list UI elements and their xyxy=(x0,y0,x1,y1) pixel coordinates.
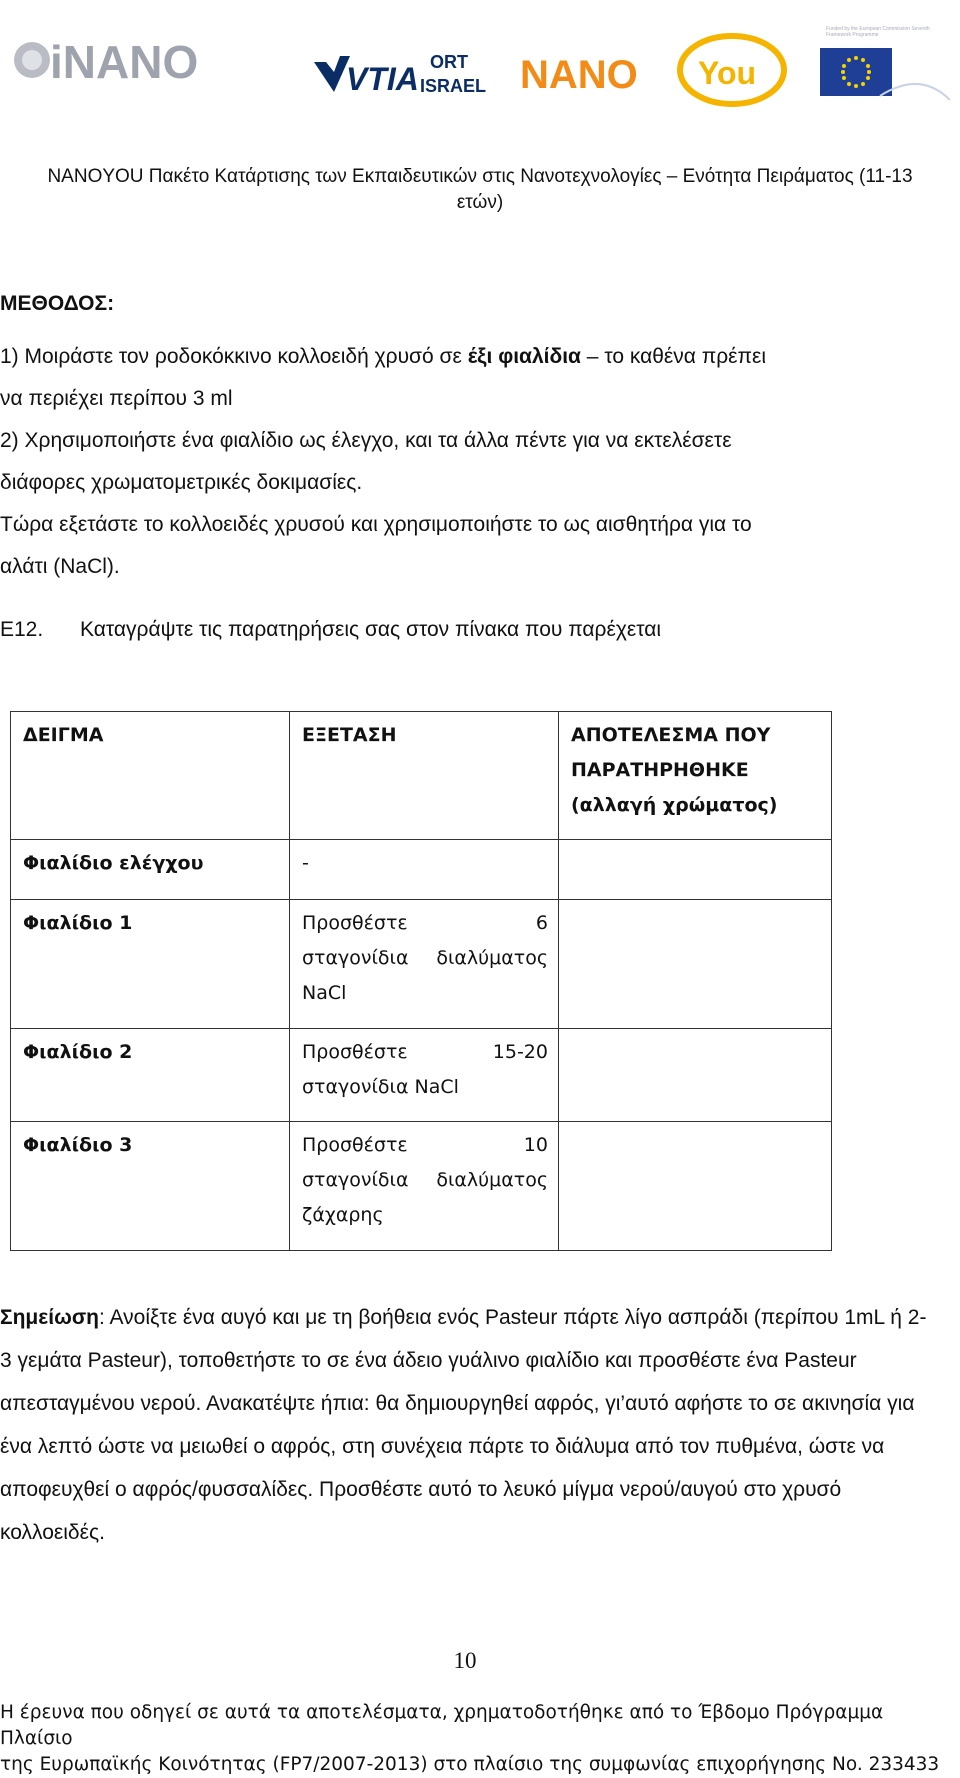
funding-footer xyxy=(0,1700,960,1778)
table-header-row xyxy=(11,712,832,840)
result-cell[interactable] xyxy=(559,1029,832,1122)
result-cell[interactable] xyxy=(559,840,832,900)
header-result-line-3: (αλλαγή χρώματος) xyxy=(571,794,778,816)
exercise-text: Καταγράψτε τις παρατηρήσεις σας στον πίνακα που παρέχεται xyxy=(80,618,662,641)
sample-cell: Φιαλίδιο 1 xyxy=(11,900,290,1029)
test-line-1: Προσθέστε 15-20 xyxy=(302,1041,548,1063)
method-step-1-line-2: να περιέχει περίπου 3 ml xyxy=(0,387,233,410)
document-header-line-2: ετών) xyxy=(456,192,504,213)
method-step-1-line-1 xyxy=(0,336,930,378)
ort-text: ORT xyxy=(430,52,468,72)
exercise-label: E12. xyxy=(0,618,44,641)
test-line-2: σταγονίδια διαλύματος xyxy=(302,1169,548,1191)
funding-line-2: της Ευρωπαϊκής Κοινότητας (FP7/2007-2013) στο πλαίσιο της συμφωνίας επιχορήγησης No. 233433 xyxy=(0,1754,940,1775)
header-sample: ΔΕΙΓΜΑ xyxy=(11,712,290,840)
test-line-2: σταγονίδια διαλύματος xyxy=(302,947,548,969)
header-result-line-1: ΑΠΟΤΕΛΕΣΜΑ ΠΟΥ xyxy=(571,724,771,746)
test-line-2: σταγονίδια NaCl xyxy=(302,1076,459,1098)
method-title: ΜΕΘΟΔΟΣ: xyxy=(0,292,115,315)
sample-cell: Φιαλίδιο ελέγχου xyxy=(11,840,290,900)
test-cell: - xyxy=(290,840,559,900)
step1-pre: 1) Μοιράστε τον ροδοκόκκινο κολλοειδή χρυσό σε xyxy=(0,345,468,368)
result-cell[interactable] xyxy=(559,1122,832,1251)
table-row xyxy=(11,840,832,900)
test-line-1: Προσθέστε 10 xyxy=(302,1134,548,1156)
header-result xyxy=(559,712,832,840)
method-step-2-line-2: διάφορες χρωματομετρικές δοκιμασίες. xyxy=(0,471,363,494)
funding-line-1: Η έρευνα που οδηγεί σε αυτά τα αποτελέσματα, χρηματοδοτήθηκε από το Έβδομο Πρόγραμμα Πλαίσιο xyxy=(0,1702,884,1749)
header-result-line-2: ΠΑΡΑΤΗΡΗΘΗΚΕ xyxy=(571,759,749,781)
note-paragraph xyxy=(0,1296,930,1554)
nanoyou-nano-text: NANO xyxy=(520,53,638,97)
result-cell[interactable] xyxy=(559,900,832,1029)
nanoyou-logo xyxy=(520,28,790,108)
header-test: ΕΞΕΤΑΣΗ xyxy=(290,712,559,840)
page-number: 10 xyxy=(453,1648,477,1673)
method-line-6: αλάτι (NaCl). xyxy=(0,555,120,578)
note-label: Σημείωση xyxy=(0,1306,100,1329)
sample-cell: Φιαλίδιο 3 xyxy=(11,1122,290,1251)
vtia-ort-israel-logo xyxy=(310,42,510,102)
method-line-5: Τώρα εξετάστε το κολλοειδές χρυσού και χρησιμοποιήστε το ως αισθητήρα για το xyxy=(0,513,752,536)
eu-caption: Funded by the European Commission Seventh Framework Programme xyxy=(826,26,930,38)
eu-flag-logo xyxy=(820,30,950,102)
israel-text: ISRAEL xyxy=(420,76,487,96)
vtia-text: VTIA xyxy=(346,61,419,97)
test-cell xyxy=(290,1122,559,1251)
header-logos xyxy=(0,0,960,130)
step1-post: – το καθένα πρέπει xyxy=(580,345,767,368)
test-line-3: NaCl xyxy=(302,982,347,1004)
exercise-e12 xyxy=(0,618,661,642)
step1-bold: έξι φιαλίδια xyxy=(467,345,581,368)
inano-logo-text: iNANO xyxy=(50,36,199,88)
table-row xyxy=(11,900,832,1029)
document-header-line-1: NANOYOU Πακέτο Κατάρτισης των Εκπαιδευτικών στις Νανοτεχνολογίες – Ενότητα Πειράματος (11-13 xyxy=(47,166,913,187)
test-line-1: Προσθέστε 6 xyxy=(302,912,548,934)
sample-cell: Φιαλίδιο 2 xyxy=(11,1029,290,1122)
inano-logo xyxy=(10,20,220,100)
test-line-3: ζάχαρης xyxy=(302,1204,384,1226)
test-cell xyxy=(290,900,559,1029)
document-header xyxy=(0,164,960,216)
nanoyou-you-text: You xyxy=(698,55,757,91)
table-row xyxy=(11,1029,832,1122)
test-cell xyxy=(290,1029,559,1122)
observation-table xyxy=(10,711,832,1251)
method-step-2-line-1: 2) Χρησιμοποιήστε ένα φιαλίδιο ως έλεγχο, και τα άλλα πέντε για να εκτελέσετε xyxy=(0,429,732,452)
table-row xyxy=(11,1122,832,1251)
note-text: : Ανοίξτε ένα αυγό και με τη βοήθεια ενός Pasteur πάρτε λίγο ασπράδι (περίπου 1mL ή 2-3 γεμάτα Pasteur), τοποθετήστε το σε ένα άδειο γυάλινο φιαλίδιο και προσθέστε ένα Pasteur απεσταγμένου νερού. Ανακατέψτε ήπια: θα δημιουργηθεί αφρός, γι’αυτό αφήστε το σε ακινησία για ένα λεπτό ώστε να μειωθεί ο αφρός, στη συνέχεια πάρτε το διάλυμα από τον πυθμένα, ώστε να αποφευχθεί ο αφρός/φυσσαλίδες. Προσθέστε αυτό το λευκό μίγμα νερού/αυγού στο χρυσό κολλοειδές. xyxy=(0,1306,927,1544)
method-steps xyxy=(0,336,930,588)
